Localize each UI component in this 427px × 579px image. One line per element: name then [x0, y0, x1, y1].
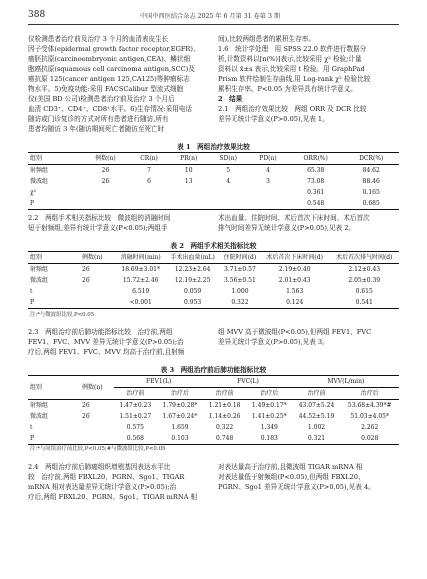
table-cell: 0.361 [307, 189, 325, 196]
table-cell: 1.000 [231, 288, 249, 295]
table-header-row [28, 376, 399, 388]
table-cell: 1.47±0.23 [119, 402, 152, 409]
table-cell: 0.124 [260, 297, 330, 309]
table-cell: 2.05±0.39 [348, 277, 381, 284]
text-line: 2.2 两组手术相关指标比较 微波组的消融时间 [28, 214, 171, 222]
table-header-cell: 手术出血量(mL) [165, 252, 220, 264]
running-header [0, 10, 427, 24]
table-row [28, 400, 399, 412]
table-row [28, 198, 399, 210]
table-cell: 1.79±0.28* [162, 402, 198, 409]
table-subheader-cell: 治疗后 [157, 388, 204, 400]
table-group-header: FEV1(L) [114, 376, 203, 388]
table-cell: 3.71±0.57 [224, 266, 256, 273]
table-cell [80, 297, 116, 309]
table-row [28, 286, 399, 297]
table-cell: 1.21±0.18 [208, 402, 241, 409]
table-header-cell: 例数(n) [80, 252, 116, 264]
table-header-cell: PD(n) [248, 153, 288, 165]
table-cell: 4 [266, 167, 270, 174]
table-cell: P [28, 433, 80, 445]
table-cell: 26 [101, 167, 110, 174]
table-cell: 0.685 [343, 198, 399, 210]
table1 [28, 152, 399, 210]
table-cell: 88.46 [362, 178, 380, 185]
table-cell: 微波组 [30, 413, 49, 420]
table2-caption: 表 2 两组手术相关指标比较 [170, 242, 257, 250]
table-cell: 65.38 [307, 167, 325, 174]
table-cell: 5 [226, 167, 231, 174]
text-line: 血清 CD3⁺、CD4⁺、CD8⁺水平。6)生存情况:采用电话 [28, 105, 193, 113]
table2 [28, 251, 399, 309]
table-cell: 15.72±2.46 [122, 277, 159, 284]
table-cell: 6.519 [132, 288, 150, 295]
text-line: 差异无统计学意义(P>0.05),见表 3。 [218, 338, 329, 346]
table-header-cell: SD(n) [208, 153, 248, 165]
table-cell: 18.69±3.01* [121, 266, 160, 273]
table-cell: 10 [184, 167, 193, 174]
table-cell: P [28, 297, 80, 309]
table-header-cell: 例数(n) [82, 153, 129, 165]
table-subheader-cell: 治疗前 [203, 388, 246, 400]
table-cell [80, 422, 114, 433]
table-header-cell: 组别 [28, 252, 80, 264]
table-cell: χ² [30, 189, 37, 196]
text-line: mRNA 相对表达量差异无统计学意义(P>0.05);治 [28, 483, 177, 491]
text-line: Prism 软件绘制生存曲线,用 Log-rank χ² 检验比较 [218, 75, 371, 83]
header-rule [28, 24, 399, 25]
table-cell: 0.321 [293, 433, 341, 445]
table-cell: 1.14±0.26 [208, 413, 241, 420]
table-row [28, 187, 399, 198]
table-cell: 2.262 [361, 424, 379, 431]
text-line: 因子受体(epidermal growth factor receptor,EGFR)、 [28, 45, 200, 53]
table-cell: 0.615 [355, 288, 373, 295]
text-line: 2.4 两组治疗前后肺癌组织增殖基因表达水平比 [28, 463, 171, 471]
table-cell: 微波组 [30, 178, 49, 185]
table-group-header: MVV(L/min) [293, 376, 399, 388]
table-cell: 53.68±4.39*# [347, 402, 392, 409]
table-cell: 44.52±5.19 [298, 413, 335, 420]
text-line: 疗后,两组 FEV1、FVC、MVV 均高于治疗前,且射频 [28, 348, 185, 356]
text-line: FEV1、FVC、MVV 差异无统计学意义(P>0.05);治 [28, 338, 184, 346]
table-cell: 43.07±5.24 [298, 402, 335, 409]
table-row [28, 433, 399, 445]
table-cell: t [30, 288, 33, 295]
table-cell [248, 187, 288, 198]
table-cell: 4 [226, 178, 231, 185]
text-line: 癌胚抗原(carcinoembryonic antigen,CEA)、鳞状细 [28, 55, 191, 63]
text-line: 随访或门诊复诊的方式对所有患者进行随访,所有 [28, 115, 169, 123]
table-row [28, 165, 399, 177]
table-cell: 3.56±0.51 [224, 277, 256, 284]
table-cell [169, 187, 208, 198]
table-cell [82, 187, 129, 198]
table-header-cell: DCR(%) [343, 153, 399, 165]
table-cell: 0.575 [126, 424, 144, 431]
table3-caption: 表 3 两组治疗前后肺功能指标比较 [160, 366, 267, 374]
table-header-cell: 消融时间(min) [116, 252, 165, 264]
text-line: 对表达量高于治疗前,且微波组 TIGAR mRNA 相 [218, 463, 363, 471]
table-cell: <0.001 [116, 297, 165, 309]
table-header-cell: 术后首次下床时间(d) [260, 252, 330, 264]
text-line: 间),比较两组患者的累积生存率。 [218, 35, 315, 43]
text-line: 仪(美国 BD 公司)检测患者治疗前及治疗 3 个月后 [28, 95, 175, 103]
table-cell: t [30, 424, 33, 431]
text-line: 物水平。5)免疫功能:采用 FACSCalibur 型流式细胞 [28, 85, 184, 93]
table-header-cell: 术后首次排气时间(d) [329, 252, 399, 264]
table-cell: 1.67±0.24* [162, 413, 198, 420]
text-line: 短于射频组,差异有统计学意义(P<0.05);两组手 [28, 224, 168, 232]
section-2-2-left [28, 213, 209, 233]
section-2-2-right [218, 213, 399, 233]
table-header-cell: 例数(n) [80, 376, 114, 400]
section-2-4-right [218, 462, 399, 492]
table3-note: 注:*与同组治疗前比较,P<0.05;#与微波组比较,P<0.05 [30, 446, 166, 452]
table-header-cell: ORR(%) [288, 153, 344, 165]
text-line: 累积生存率。P<0.05 为差异具有统计学意义。 [218, 85, 357, 93]
journal-title: 中国中西医结合杂志 2025 年 6 月第 31 卷第 3 期 [140, 13, 281, 20]
table-subheader-cell: 治疗后 [246, 388, 293, 400]
table-cell: 1.51±0.27 [119, 413, 152, 420]
table-cell: 26 [82, 413, 90, 420]
table-cell [80, 433, 114, 445]
table-header-row [28, 252, 399, 264]
table-row [28, 264, 399, 276]
text-line: 1.6 统计学处理 用 SPSS 22.0 软件进行数据分 [218, 45, 367, 53]
table-cell: 84.62 [362, 167, 380, 174]
text-line: 2.3 两组治疗前后肺功能指标比较 治疗前,两组 [28, 328, 173, 336]
table-cell: 0.322 [220, 297, 260, 309]
top-left-column [28, 34, 209, 134]
table-cell: 26 [82, 266, 90, 273]
table-cell: 0.059 [184, 288, 202, 295]
table-cell: P [28, 198, 82, 210]
page-number: 388 [28, 10, 46, 20]
table-header-row [28, 153, 399, 165]
table-cell: 12.23±2.64 [174, 266, 211, 273]
section-heading: 2 结果 [218, 95, 243, 103]
table-cell: 2.12±0.43 [348, 266, 381, 273]
table-cell: 51.03±4.05* [350, 413, 389, 420]
text-line: 术出血量、住院时间、术后首次下床时间、术后首次 [218, 214, 370, 222]
table-cell: 26 [101, 178, 110, 185]
table-cell: 0.103 [157, 433, 204, 445]
table-subheader-cell: 治疗后 [340, 388, 399, 400]
text-line: 排气时间差异无统计学意义(P>0.05),见表 2。 [218, 224, 356, 232]
table-cell: 1.563 [286, 288, 304, 295]
table-cell: 2.01±0.43 [278, 277, 311, 284]
table-cell: 0.548 [288, 198, 344, 210]
table-header-cell: 住院时间(d) [220, 252, 260, 264]
table-cell: 射频组 [30, 167, 49, 174]
table-row [28, 422, 399, 433]
table-subheader-cell: 治疗前 [114, 388, 157, 400]
table-cell: 0.165 [362, 189, 380, 196]
table-cell: 3 [266, 178, 270, 185]
table-cell: 1.41±0.25* [251, 413, 287, 420]
table2-note: 注:*与微波组比较,P<0.05 [30, 312, 95, 318]
table-cell: 0.322 [216, 424, 234, 431]
text-line: 疗后,两组 FBXL20、PGRN、Sgo1、TIGAR mRNA 相 [28, 493, 198, 501]
table-cell: 1.002 [307, 424, 326, 431]
table-cell: 0.541 [329, 297, 399, 309]
table-cell: 13 [184, 178, 193, 185]
table-cell: 12.19±2.25 [174, 277, 211, 284]
table-cell: 1.49±0.17* [251, 402, 287, 409]
table-cell: 0.028 [340, 433, 399, 445]
table-cell: 0.568 [114, 433, 157, 445]
table-cell [248, 198, 288, 210]
text-line: 组 MVV 高于微波组(P<0.05),但两组 FEV1、FVC [218, 328, 372, 336]
table-cell [208, 187, 248, 198]
table-header-cell: 组别 [28, 153, 82, 165]
table-cell: 26 [82, 277, 90, 284]
table-cell: 1.659 [171, 424, 189, 431]
table-cell: 0.183 [246, 433, 293, 445]
text-line: 较 治疗前,两组 FBXL20、PGRN、Sgo1、TIGAR [28, 473, 185, 481]
table-cell [129, 198, 169, 210]
text-line: 胞癌抗原(squamous cell carcinoma antigen,SCC)及 [28, 65, 195, 73]
table-cell: 1.349 [260, 424, 278, 431]
table-header-cell: 组别 [28, 376, 80, 400]
text-line: 2.1 两组治疗效果比较 两组 ORR 及 DCR 比较 [218, 105, 367, 113]
table-cell: 7 [147, 167, 151, 174]
table-cell: 微波组 [30, 277, 49, 284]
text-line: 对表达量低于射频组(P<0.05),但两组 FBXL20、 [218, 473, 365, 481]
table-cell: 0.748 [203, 433, 246, 445]
text-line: 析,计数资料以[n(%)]表示,比较采用 χ² 检验;计量 [218, 55, 362, 63]
table-cell: 26 [82, 402, 90, 409]
table-cell: 2.19±0.40 [278, 266, 311, 273]
table-cell [208, 198, 248, 210]
table-cell [82, 198, 129, 210]
table3 [28, 375, 399, 445]
top-right-column [218, 34, 399, 124]
text-line: 差异无统计学意义(P>0.05),见表 1。 [218, 115, 329, 123]
table-cell [129, 187, 169, 198]
text-line: 仪检测患者治疗前及治疗 3 个月的血清表皮生长 [28, 35, 169, 43]
text-line: 癌抗原 125(cancer antigen 125,CA125)等肿瘤标志 [28, 75, 190, 83]
section-2-3-right [218, 327, 399, 347]
section-2-4-left [28, 462, 209, 502]
table-cell: 0.953 [165, 297, 220, 309]
table-subheader-cell: 治疗前 [293, 388, 341, 400]
table-header-cell: CR(n) [129, 153, 169, 165]
table-cell: 73.08 [307, 178, 325, 185]
table-header-cell: PR(n) [169, 153, 208, 165]
section-2-3-left [28, 327, 209, 357]
text-line: 资料以 x̄±s 表示,比较采用 t 检验。用 GraphPad [218, 65, 365, 73]
table-row [28, 297, 399, 309]
table-row [28, 275, 399, 286]
text-line: PGRN、Sgo1 差异无统计学意义(P>0.05),见表 4。 [218, 483, 375, 491]
table-cell: 射频组 [30, 266, 49, 273]
table-cell: 射频组 [30, 402, 49, 409]
text-line: 患者均随访 3 年(随访期间死亡者随访至死亡时 [28, 125, 165, 133]
table-cell [169, 198, 208, 210]
table-cell: 6 [147, 178, 151, 185]
table-row [28, 411, 399, 422]
table-row [28, 176, 399, 187]
table-cell [80, 286, 116, 297]
table1-caption: 表 1 两组治疗效果比较 [177, 143, 250, 151]
table-group-header: FVC(L) [203, 376, 292, 388]
